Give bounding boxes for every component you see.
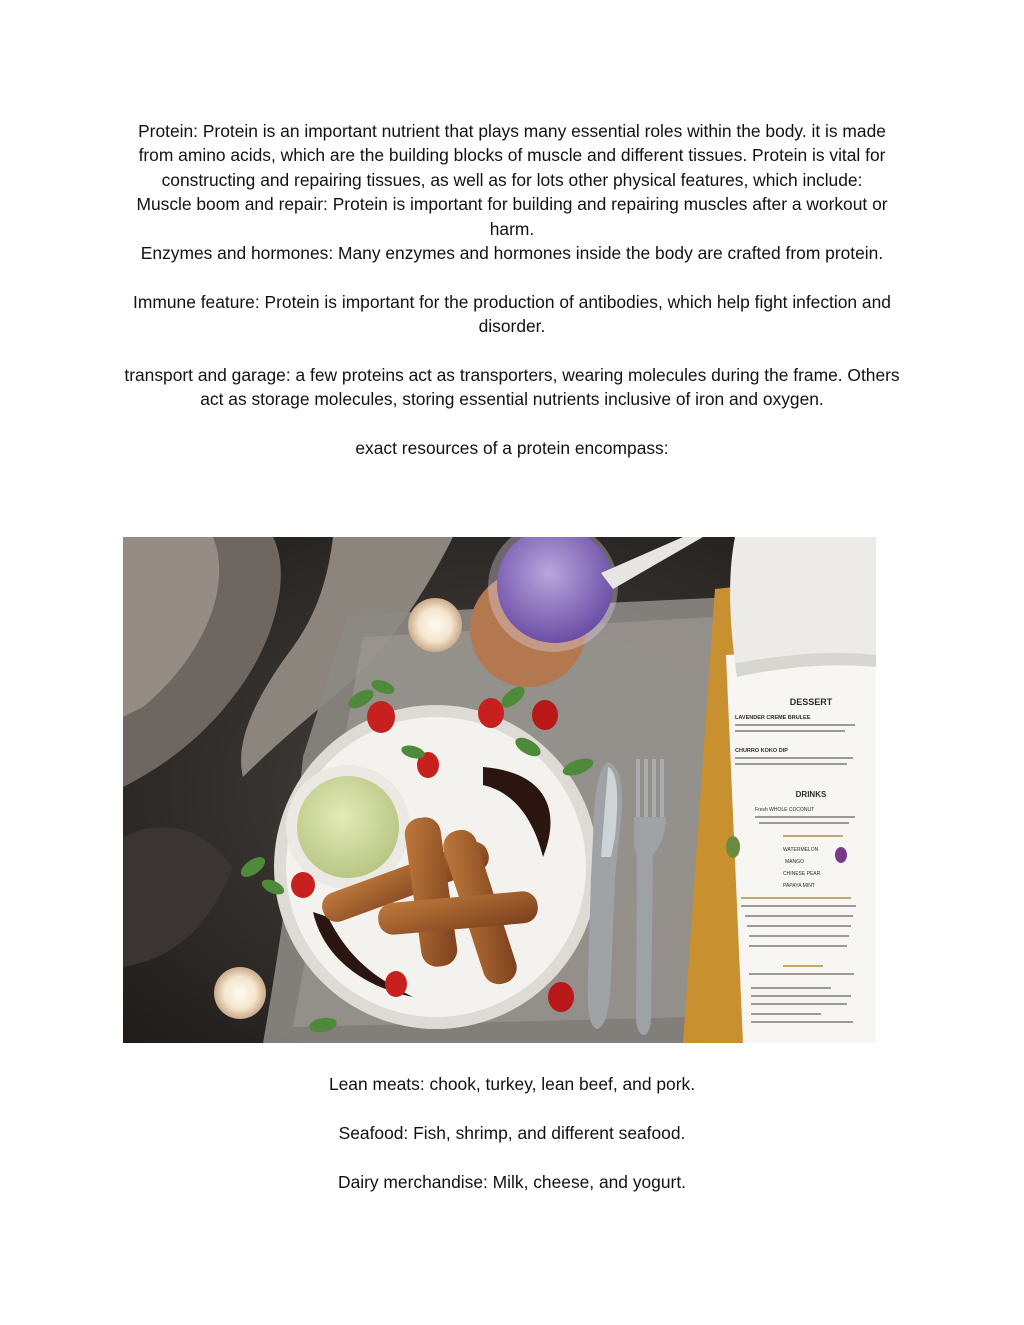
menu-drinks-heading: DRINKS bbox=[795, 790, 827, 799]
menu-item: Fresh WHOLE COCONUT bbox=[755, 807, 815, 813]
body-text bbox=[120, 119, 904, 461]
seafood-item: Seafood: Fish, shrimp, and different seafood. bbox=[338, 1122, 686, 1143]
food-photo bbox=[123, 537, 876, 1043]
menu-item: PAPAYA MINT bbox=[783, 883, 815, 889]
enzymes-paragraph: Enzymes and hormones: Many enzymes and hormones inside the body are crafted from protein. bbox=[140, 243, 884, 264]
protein-intro-paragraph: Protein: Protein is an important nutrient that plays many essential roles within the body. it is made from amino acids, which are the building blocks of muscle and different tissues. Protein is vital for constructing and repairing tissues, as well as for lots other physical features, which include: bbox=[138, 121, 886, 190]
immune-paragraph: Immune feature: Protein is important for the production of antibodies, which help fight infection and disorder. bbox=[133, 291, 891, 337]
menu-dessert-heading: DESSERT bbox=[789, 697, 833, 707]
menu-item: WATERMELON bbox=[783, 847, 819, 853]
muscle-paragraph: Muscle boom and repair: Protein is important for building and repairing muscles after a workout or harm. bbox=[136, 194, 888, 239]
dairy-item: Dairy merchandise: Milk, cheese, and yogurt. bbox=[338, 1171, 686, 1192]
menu-item: LAVENDER CREME BRULEE bbox=[735, 715, 811, 721]
menu-item: MANGO bbox=[785, 859, 804, 865]
sources-heading: exact resources of a protein encompass: bbox=[355, 438, 669, 459]
menu-item: CHINESE PEAR bbox=[783, 871, 821, 877]
lean-meats-item: Lean meats: chook, turkey, lean beef, and pork. bbox=[328, 1074, 696, 1094]
protein-sources-list bbox=[120, 1072, 904, 1194]
transport-paragraph: transport and garage: a few proteins act as transporters, wearing molecules during the frame. Others act as storage molecules, storing essential nutrients inclusive of iron and oxygen. bbox=[124, 365, 900, 410]
menu-item: CHURRO KOKO DIP bbox=[735, 748, 788, 754]
